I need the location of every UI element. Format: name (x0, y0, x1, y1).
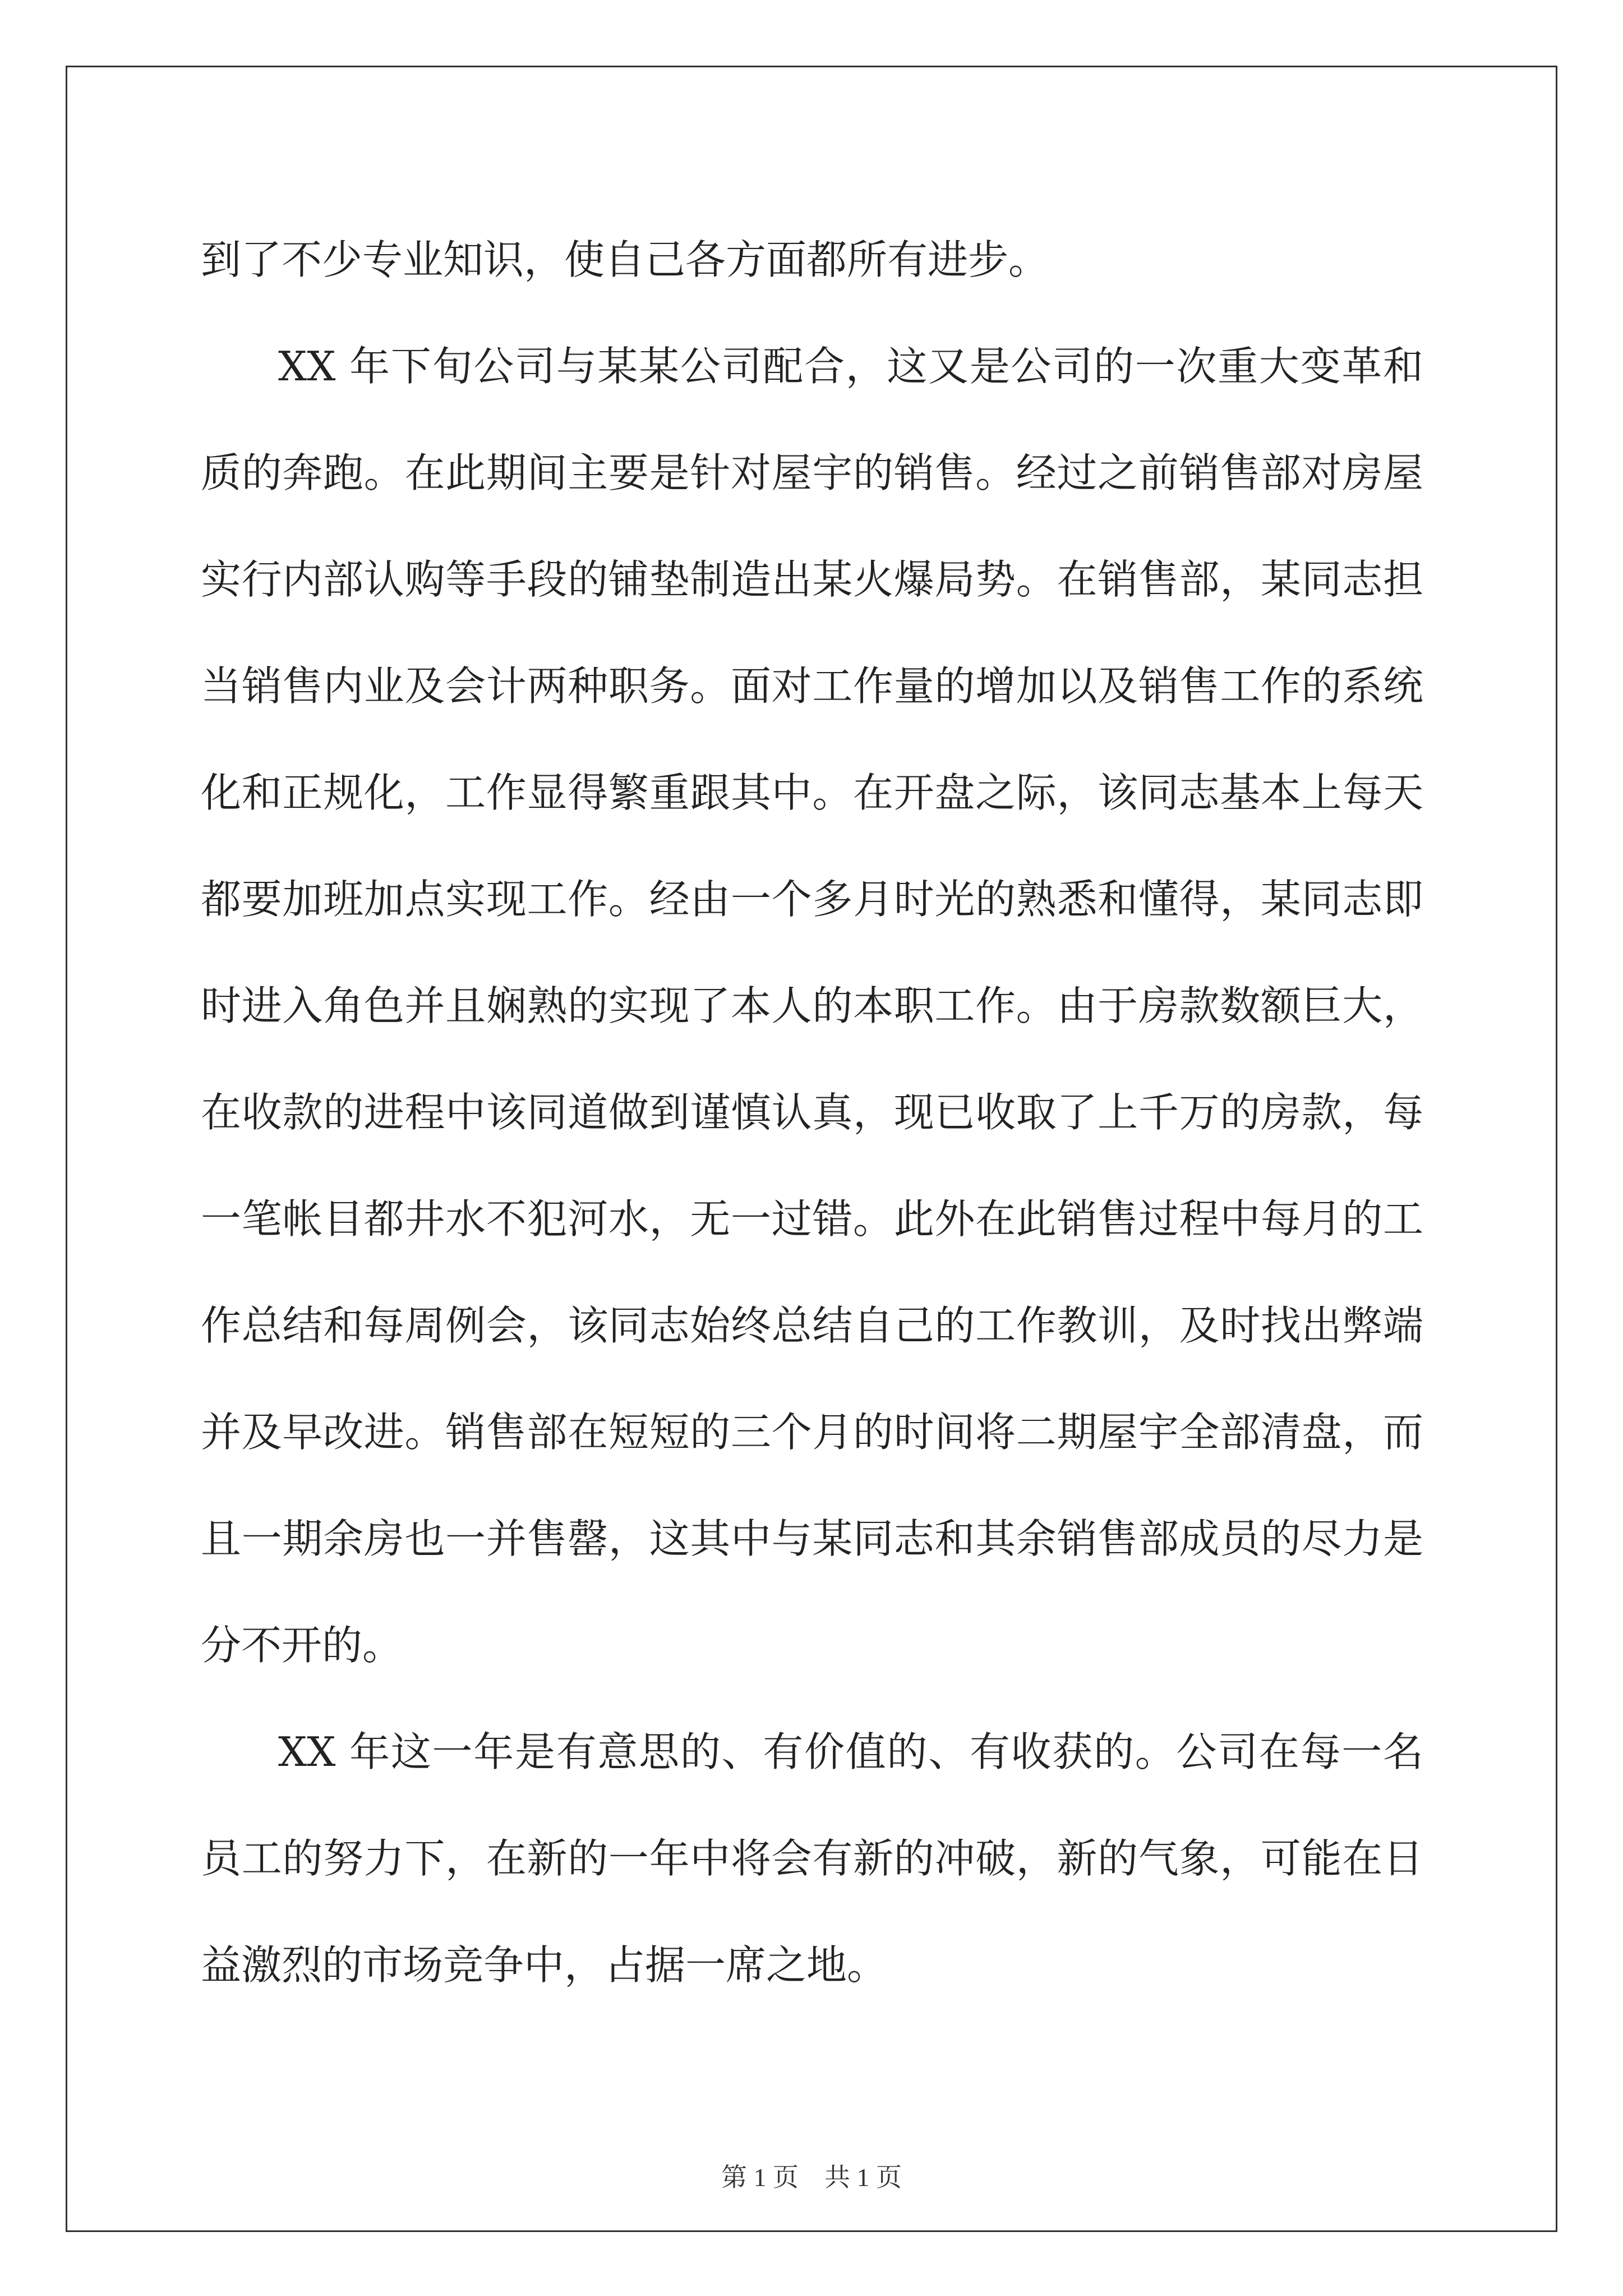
page-number-footer: 第 1 页 共 1 页 (721, 2163, 902, 2192)
document-body (201, 206, 1423, 2018)
paragraph-sales-work: XX 年下旬公司与某某公司配合，这又是公司的一次重大变革和质的奔跑。在此期间主要是针对屋宇的销售。经过之前销售部对房屋实行内部认购等手段的铺垫制造出某火爆局势。在销售部，某同志担当销售内业及会计两种职务。面对工作量的增加以及销售工作的系统化和正规化，工作显得繁重跟其中。在开盘之际，该同志基本上每天都要加班加点实现工作。经由一个多月时光的熟悉和懂得，某同志即时进入角色并且娴熟的实现了本人的本职工作。由于房款数额巨大，在收款的进程中该同道做到谨慎认真，现已收取了上千万的房款，每一笔帐目都井水不犯河水，无一过错。此外在此销售过程中每月的工作总结和每周例会，该同志始终总结自己的工作教训，及时找出弊端并及早改进。销售部在短短的三个月的时间将二期屋宇全部清盘，而且一期余房也一并售罄，这其中与某同志和其余销售部成员的尽力是分不开的。 (201, 343, 1423, 1669)
paragraph-continuation: 到了不少专业知识，使自己各方面都所有进步。 (201, 236, 1049, 283)
paragraph-year-summary: XX 年这一年是有意思的、有价值的、有收获的。公司在每一名员工的努力下，在新的一年中将会有新的冲破，新的气象，可能在日益激烈的市场竞争中，占据一席之地。 (201, 1728, 1423, 1989)
